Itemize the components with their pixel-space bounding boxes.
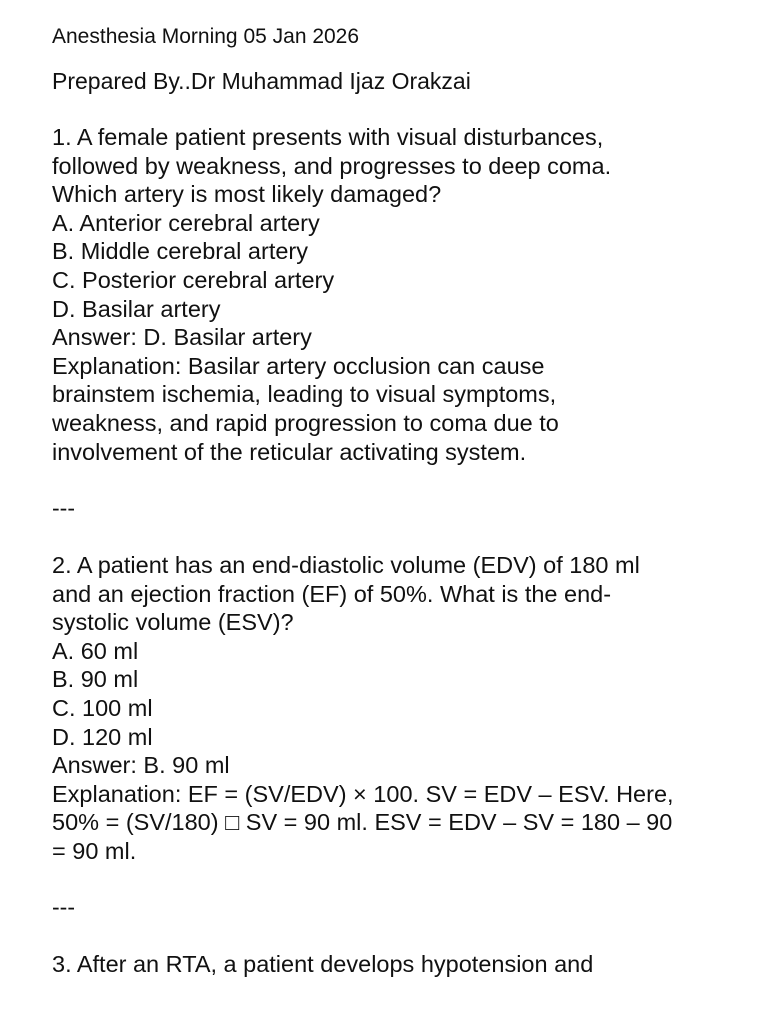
question-2-stem-line: 2. A patient has an end-diastolic volume (EDV) of 180 ml	[52, 552, 640, 578]
question-1-option-d: D. Basilar artery	[52, 295, 221, 322]
question-2-option-c: C. 100 ml	[52, 694, 153, 721]
question-2-explanation-line: 50% = (SV/180) □ SV = 90 ml. ESV = EDV – SV = 180 – 90	[52, 809, 673, 836]
question-1-option-a: A. Anterior cerebral artery	[52, 209, 320, 236]
question-1-explanation-line: involvement of the reticular activating system.	[52, 438, 527, 465]
question-2-stem-line: systolic volume (ESV)?	[52, 609, 294, 636]
question-3	[52, 950, 742, 979]
question-2-option-d: D. 120 ml	[52, 723, 153, 750]
question-3-stem-line: 3. After an RTA, a patient develops hypotension and	[52, 951, 594, 977]
question-1-option-c: C. Posterior cerebral artery	[52, 266, 335, 293]
question-1-option-b: B. Middle cerebral artery	[52, 238, 308, 265]
question-1-explanation-line: brainstem ischemia, leading to visual symptoms,	[52, 381, 557, 408]
question-1-explanation-line: weakness, and rapid progression to coma due to	[52, 409, 559, 436]
question-2-stem-line: and an ejection fraction (EF) of 50%. What is the end-	[52, 580, 612, 607]
question-1-answer: Answer: D. Basilar artery	[52, 324, 312, 351]
question-2-option-b: B. 90 ml	[52, 666, 139, 693]
question-2-explanation-line: = 90 ml.	[52, 837, 137, 864]
section-separator: ---	[52, 894, 75, 920]
question-1-explanation-line: Explanation: Basilar artery occlusion can cause	[52, 352, 545, 379]
question-2-explanation-line: Explanation: EF = (SV/EDV) × 100. SV = EDV – ESV. Here,	[52, 780, 674, 807]
question-1-stem-line: followed by weakness, and progresses to deep coma.	[52, 152, 612, 179]
question-2-option-a: A. 60 ml	[52, 637, 139, 664]
question-1	[52, 123, 742, 466]
author-line: Prepared By..Dr Muhammad Ijaz Orakzai	[52, 68, 471, 94]
section-separator: ---	[52, 495, 75, 521]
question-1-stem-line: 1. A female patient presents with visual disturbances,	[52, 124, 604, 150]
question-1-stem-line: Which artery is most likely damaged?	[52, 181, 442, 208]
question-2	[52, 551, 742, 866]
page-title: Anesthesia Morning 05 Jan 2026	[52, 25, 360, 48]
question-2-answer: Answer: B. 90 ml	[52, 752, 230, 779]
